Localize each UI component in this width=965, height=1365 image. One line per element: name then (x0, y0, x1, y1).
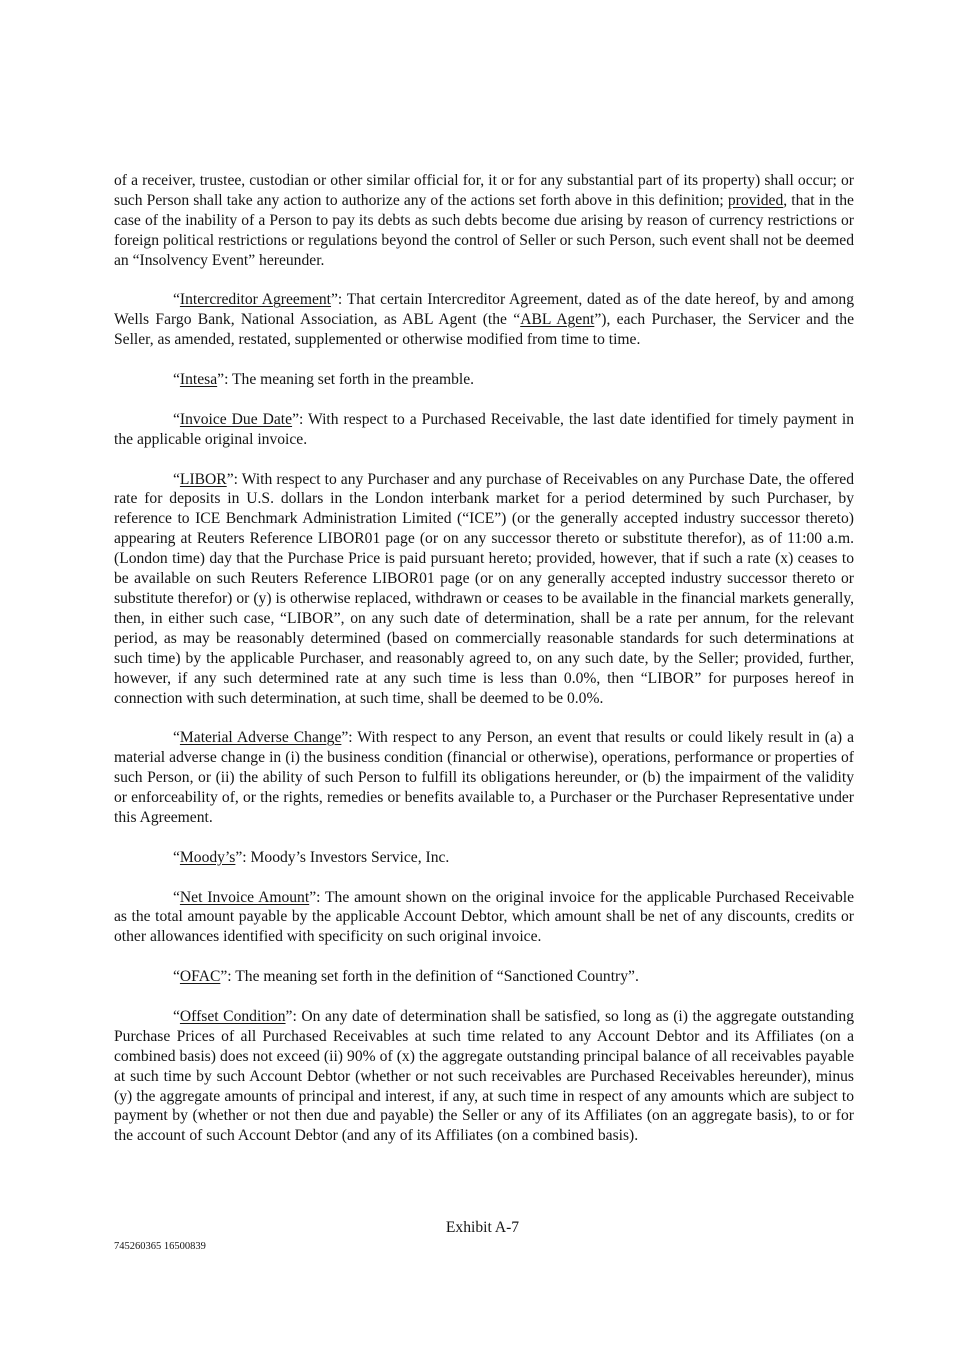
definition-moodys (114, 848, 854, 868)
definition-text: ”: The amount shown on the original invoice for the applicable Purchased Receivable as the total amount payable by the applicable Account Debtor, which amount shall be net of any discounts, credits or other allowances identified with specificity on such original invoice. (114, 888, 854, 946)
definition-material-adverse-change (114, 728, 854, 828)
text-segment: of a receiver, trustee, custodian or other similar official for, it or for any substantial part of its property) shall occur; or such Person shall take any action to authorize any of the actions set forth above in this definition; (114, 172, 854, 209)
page-body (114, 171, 854, 1166)
definition-text: ”: Moody’s Investors Service, Inc. (235, 848, 450, 866)
term-provided: provided (727, 191, 784, 209)
defined-term: Net Invoice Amount (179, 888, 310, 906)
definition-invoice-due-date (114, 410, 854, 450)
defined-term: Moody’s (179, 848, 236, 866)
open-quote: “ (173, 968, 180, 986)
definition-intercreditor-agreement (114, 290, 854, 350)
open-quote: “ (173, 410, 180, 428)
definition-net-invoice-amount (114, 888, 854, 948)
defined-term: Offset Condition (179, 1007, 286, 1025)
paragraph-insolvency-continuation (114, 171, 854, 271)
open-quote: “ (173, 470, 180, 488)
defined-term: Intesa (179, 371, 218, 389)
definition-text: ”), each Purchaser, the Servicer and the Seller, as amended, restated, supplemented or otherwise modified from time to time. (114, 311, 854, 349)
open-quote: “ (173, 888, 180, 906)
defined-term: LIBOR (179, 470, 227, 488)
text-segment: , that in the case of the inability of a Person to pay its debts as such debts become due arising by reason of currency restrictions or foreign political restrictions or regulations beyond the control of Seller or such Person, such event shall not be deemed an “Insolvency Event” hereunder. (114, 191, 854, 269)
defined-term: Intercreditor Agreement (179, 291, 332, 309)
page-footer-label: Exhibit A-7 (445, 1219, 520, 1236)
definition-ofac (114, 967, 854, 987)
defined-term: Material Adverse Change (179, 729, 342, 747)
document-id: 745260365 16500839 (114, 1241, 206, 1252)
definition-offset-condition (114, 1007, 854, 1146)
definition-text: ”: On any date of determination shall be satisfied, so long as (i) the aggregate outstanding Purchase Prices of all Purchased Receivables at such time related to any Account Debtor and its Affiliates (on a combined basis) does not exceed (ii) 90% of (x) the aggregate outstanding principal balance of all receivables payable at such time by such Account Debtor (whether or not such receivables are Purchased Receivables hereunder), minus (y) the aggregate amounts of principal and interest, if any, at such time in respect of any amounts which are subject to payment by (whether or not then due and payable) the Seller or any of its Affiliates (on an aggregate basis), to or for the account of such Account Debtor (and any of its Affiliates (on a combined basis). (114, 1007, 854, 1145)
open-quote: “ (173, 729, 180, 747)
definition-libor (114, 470, 854, 709)
open-quote: “ (173, 371, 180, 389)
definition-intesa (114, 370, 854, 390)
defined-term: OFAC (179, 968, 221, 986)
open-quote: “ (173, 848, 180, 866)
definition-text: ”: With respect to a Purchased Receivable, the last date identified for timely payment in the applicable original invoice. (114, 410, 854, 448)
definition-text: ”: The meaning set forth in the preamble. (217, 371, 475, 389)
open-quote: “ (173, 1007, 180, 1025)
definition-text: ”: The meaning set forth in the definition of “Sanctioned Country”. (220, 968, 639, 986)
open-quote: “ (173, 291, 180, 309)
defined-term-abl-agent: ABL Agent (520, 311, 595, 329)
defined-term: Invoice Due Date (179, 410, 293, 428)
definition-text: ”: With respect to any Person, an event that results or could likely result in (a) a material adverse change in (i) the business condition (financial or otherwise), operations, performance or properties of such Person, or (ii) the ability of such Person to fulfill its obligations hereunder, or (b) the impairment of the validity or enforceability of, or the rights, remedies or benefits available to, a Purchaser or the Purchaser Representative under this Agreement. (114, 729, 854, 826)
definition-text: ”: With respect to any Purchaser and any purchase of Receivables on any Purchase Date, the offered rate for deposits in U.S. dollars in the London interbank market for a period determined by such Purchaser, by reference to ICE Benchmark Administration Limited (“ICE”) (or the generally accepted industry successor thereto) appearing at Reuters Reference LIBOR01 page (or on any successor thereto or substitute therefor), as of 11:00 a.m. (London time) day that the Purchase Price is paid pursuant hereto; provided, however, that if such a rate (x) ceases to be available on such Reuters Reference LIBOR01 page (or on any generally accepted industry successor thereto or substitute therefor) or (y) is otherwise replaced, withdrawn or ceases to be available in the financial markets generally, then, in either such case, “LIBOR”, on any such date of determination, shall be a rate per annum, for the relevant period, as may be reasonably determined (based on commercially reasonable standards for such determinations at such time) by the applicable Purchaser, and reasonably agreed to, on any such date, by the Seller; provided, further, however, if any such determined rate at any such time is less than 0.0%, then “LIBOR” for purposes hereof in connection with such determination, at such time, shall be deemed to be 0.0%. (114, 470, 854, 707)
definition-text: ”: That certain Intercreditor Agreement, dated as of the date hereof, by and among Wells Fargo Bank, National Association, as ABL Agent (the “ (114, 291, 855, 329)
